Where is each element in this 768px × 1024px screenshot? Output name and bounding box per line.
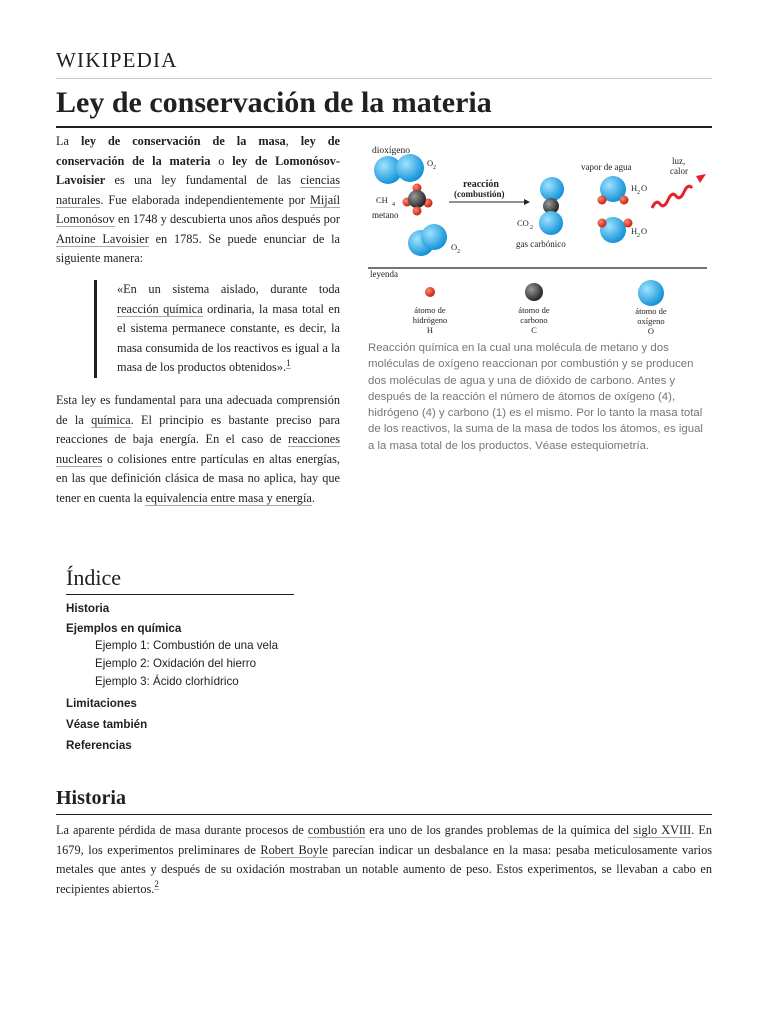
label-h2o-o: O bbox=[641, 183, 648, 193]
figure-caption: Reacción química en la cual una molécula de metano y dos moléculas de oxígeno reaccionan por combustión y se producen dos moléculas de agua y una de dióxido de carbono. Antes y después de la reacción el número de átomos de oxígeno (4), hidrógeno (4) y carbono (1) es el mismo. Por lo tanto la masa total de los reactivos, la suma de la masa de todos los átomos, es igual a la masa total de los productos. Véase estequiometría. bbox=[368, 342, 703, 452]
reaction-figure[interactable] bbox=[366, 134, 708, 340]
toc-item-historia[interactable]: Historia bbox=[66, 602, 110, 615]
wikipedia-logo[interactable]: WIKIPEDIA bbox=[56, 48, 178, 72]
bold-term-matter: ley de conservación de la materia bbox=[56, 134, 340, 168]
link-combustion[interactable]: combustión bbox=[307, 823, 366, 837]
energy-arrowhead bbox=[696, 174, 706, 183]
intro-text: La bbox=[56, 134, 81, 148]
legend-atomo: átomo de bbox=[635, 306, 667, 316]
label-h2o-sub: 2 bbox=[637, 190, 640, 196]
label-calor: calor bbox=[670, 166, 688, 176]
link-reaccion-quimica[interactable]: reacción química bbox=[117, 301, 203, 316]
quote-text: ordinaria, la masa total en el sistema permanece constante, es decir, la masa consumida de los reactivos es igual a la masa de los productos obtenidos». bbox=[117, 301, 340, 374]
para-text: o colisiones entre partículas en altas energías, en las que definición clásica de masa no aplica, hay que tener en cuenta la bbox=[56, 451, 340, 505]
legend-oxigeno: oxígeno bbox=[637, 316, 665, 326]
label-reaccion: reacción bbox=[463, 179, 499, 190]
intro-text: en 1748 y descubierta unos años después por bbox=[114, 212, 340, 226]
link-equivalencia-masa-energia[interactable]: equivalencia entre masa y energía bbox=[145, 490, 312, 505]
quote-text: «En un sistema aislado, durante toda bbox=[117, 282, 340, 296]
label-ch4: CH bbox=[376, 195, 388, 205]
label-dioxigeno: dioxígeno bbox=[372, 146, 410, 156]
toc-item-ejemplo-1[interactable]: Ejemplo 1: Combustión de una vela bbox=[95, 639, 279, 652]
legend-atomo: átomo de bbox=[518, 305, 550, 315]
label-luz: luz, bbox=[672, 156, 686, 166]
label-ch4-sub: 4 bbox=[392, 202, 395, 208]
bold-term-lomonosov-lavoisier: ley de Lomonósov-Lavoisier bbox=[56, 153, 340, 187]
toc-item-ejemplo-2[interactable]: Ejemplo 2: Oxidación del hierro bbox=[95, 657, 257, 670]
intro-paragraph bbox=[56, 132, 340, 269]
label-o2: O bbox=[427, 158, 434, 168]
label-o2-sub: 2 bbox=[457, 249, 460, 255]
toc-divider bbox=[66, 594, 294, 595]
label-combustion: (combustión) bbox=[454, 189, 505, 199]
para-text: Esta ley es fundamental para una adecuada comprensión de la bbox=[56, 393, 340, 427]
legend-atomo: átomo de bbox=[414, 305, 446, 315]
oxygen-atom bbox=[421, 224, 447, 250]
second-paragraph bbox=[56, 391, 340, 508]
intro-text: es una ley fundamental de las bbox=[105, 173, 301, 187]
carbon-atom bbox=[408, 190, 426, 208]
section-heading-historia: Historia bbox=[56, 787, 126, 809]
bold-term-mass: ley de conservación de la masa bbox=[80, 134, 286, 148]
link-antoine-lavoisier[interactable]: Antoine Lavoisier bbox=[56, 231, 149, 246]
para-text: . El principio es bastante preciso para reacciones de baja energía. En el caso de bbox=[56, 412, 340, 446]
label-h2o: H bbox=[631, 226, 638, 236]
energy-wave bbox=[652, 186, 692, 208]
page-title: Ley de conservación de la materia bbox=[56, 86, 492, 119]
toc-item-referencias[interactable]: Referencias bbox=[66, 739, 132, 752]
oxygen-atom bbox=[396, 154, 424, 182]
historia-paragraph bbox=[56, 821, 712, 899]
hydrogen-atom bbox=[413, 207, 422, 216]
link-siglo-xviii[interactable]: siglo XVIII bbox=[633, 823, 692, 837]
carbon-atom bbox=[525, 283, 543, 301]
oxygen-atom bbox=[638, 280, 664, 306]
label-co2-sub: 2 bbox=[530, 225, 533, 231]
legend-h: H bbox=[426, 325, 434, 335]
link-quimica[interactable]: química bbox=[91, 412, 131, 427]
para-text: . bbox=[311, 490, 315, 505]
hydrogen-atom bbox=[425, 287, 435, 297]
intro-text: . Fue elaborada independientemente por bbox=[100, 192, 310, 207]
toc-item-ejemplos[interactable]: Ejemplos en química bbox=[66, 622, 182, 635]
reference-2[interactable]: 2 bbox=[154, 879, 159, 890]
intro-text: en 1785. Se puede enunciar de la siguiente manera: bbox=[56, 231, 340, 265]
label-metano: metano bbox=[372, 210, 399, 220]
hydrogen-atom bbox=[598, 219, 607, 228]
toc-title: Índice bbox=[66, 565, 121, 590]
label-h2o-sub: 2 bbox=[637, 233, 640, 239]
label-vapor-de-agua: vapor de agua bbox=[581, 162, 632, 172]
oxygen-atom bbox=[540, 177, 564, 201]
link-reacciones-nucleares[interactable]: reacciones nucleares bbox=[56, 432, 340, 466]
oxygen-atom bbox=[539, 211, 563, 235]
section-divider bbox=[56, 814, 712, 815]
law-quote bbox=[94, 280, 340, 378]
link-robert-boyle[interactable]: Robert Boyle bbox=[260, 842, 328, 857]
table-of-contents bbox=[66, 600, 366, 758]
hist-text: parecían indicar un desbalance en la masa: pesaba meticulosamente varios metales que antes y después de su oxidación mostraban un notable aumento de peso. Estos experimentos, se llevaban a cabo en recipientes abiertos. bbox=[56, 842, 713, 896]
hydrogen-atom bbox=[620, 196, 629, 205]
legend-c: C bbox=[531, 325, 537, 335]
legend-o: O bbox=[647, 326, 655, 336]
reaction-arrowhead bbox=[524, 199, 530, 205]
label-h2o-o: O bbox=[641, 226, 648, 236]
hydrogen-atom bbox=[598, 196, 607, 205]
legend-hidrogeno: hidrógeno bbox=[412, 315, 448, 325]
header-divider bbox=[56, 78, 712, 79]
link-mijail-lomonosov[interactable]: Mijaíl Lomonósov bbox=[56, 192, 340, 226]
reference-1[interactable]: 1 bbox=[286, 357, 291, 368]
intro-text: o bbox=[210, 153, 233, 168]
label-co2: CO bbox=[517, 218, 529, 228]
label-leyenda: leyenda bbox=[370, 269, 398, 279]
toc-item-limitaciones[interactable]: Limitaciones bbox=[66, 697, 137, 710]
label-o2-sub: 2 bbox=[433, 165, 436, 171]
title-divider bbox=[56, 126, 712, 128]
label-gas-carbonico: gas carbónico bbox=[516, 239, 566, 249]
toc-item-ejemplo-3[interactable]: Ejemplo 3: Ácido clorhídrico bbox=[95, 675, 239, 688]
hist-text: La aparente pérdida de masa durante procesos de bbox=[56, 823, 308, 837]
toc-item-vease-tambien[interactable]: Véase también bbox=[66, 718, 148, 731]
hist-text: . En 1679, los experimentos preliminares de bbox=[56, 823, 712, 857]
legend-carbono: carbono bbox=[520, 315, 548, 325]
intro-text: , bbox=[285, 134, 301, 148]
label-o2: O bbox=[451, 242, 458, 252]
link-ciencias-naturales[interactable]: ciencias naturales bbox=[56, 173, 340, 207]
hist-text: era uno de los grandes problemas de la química del bbox=[365, 823, 634, 837]
label-h2o: H bbox=[631, 183, 638, 193]
